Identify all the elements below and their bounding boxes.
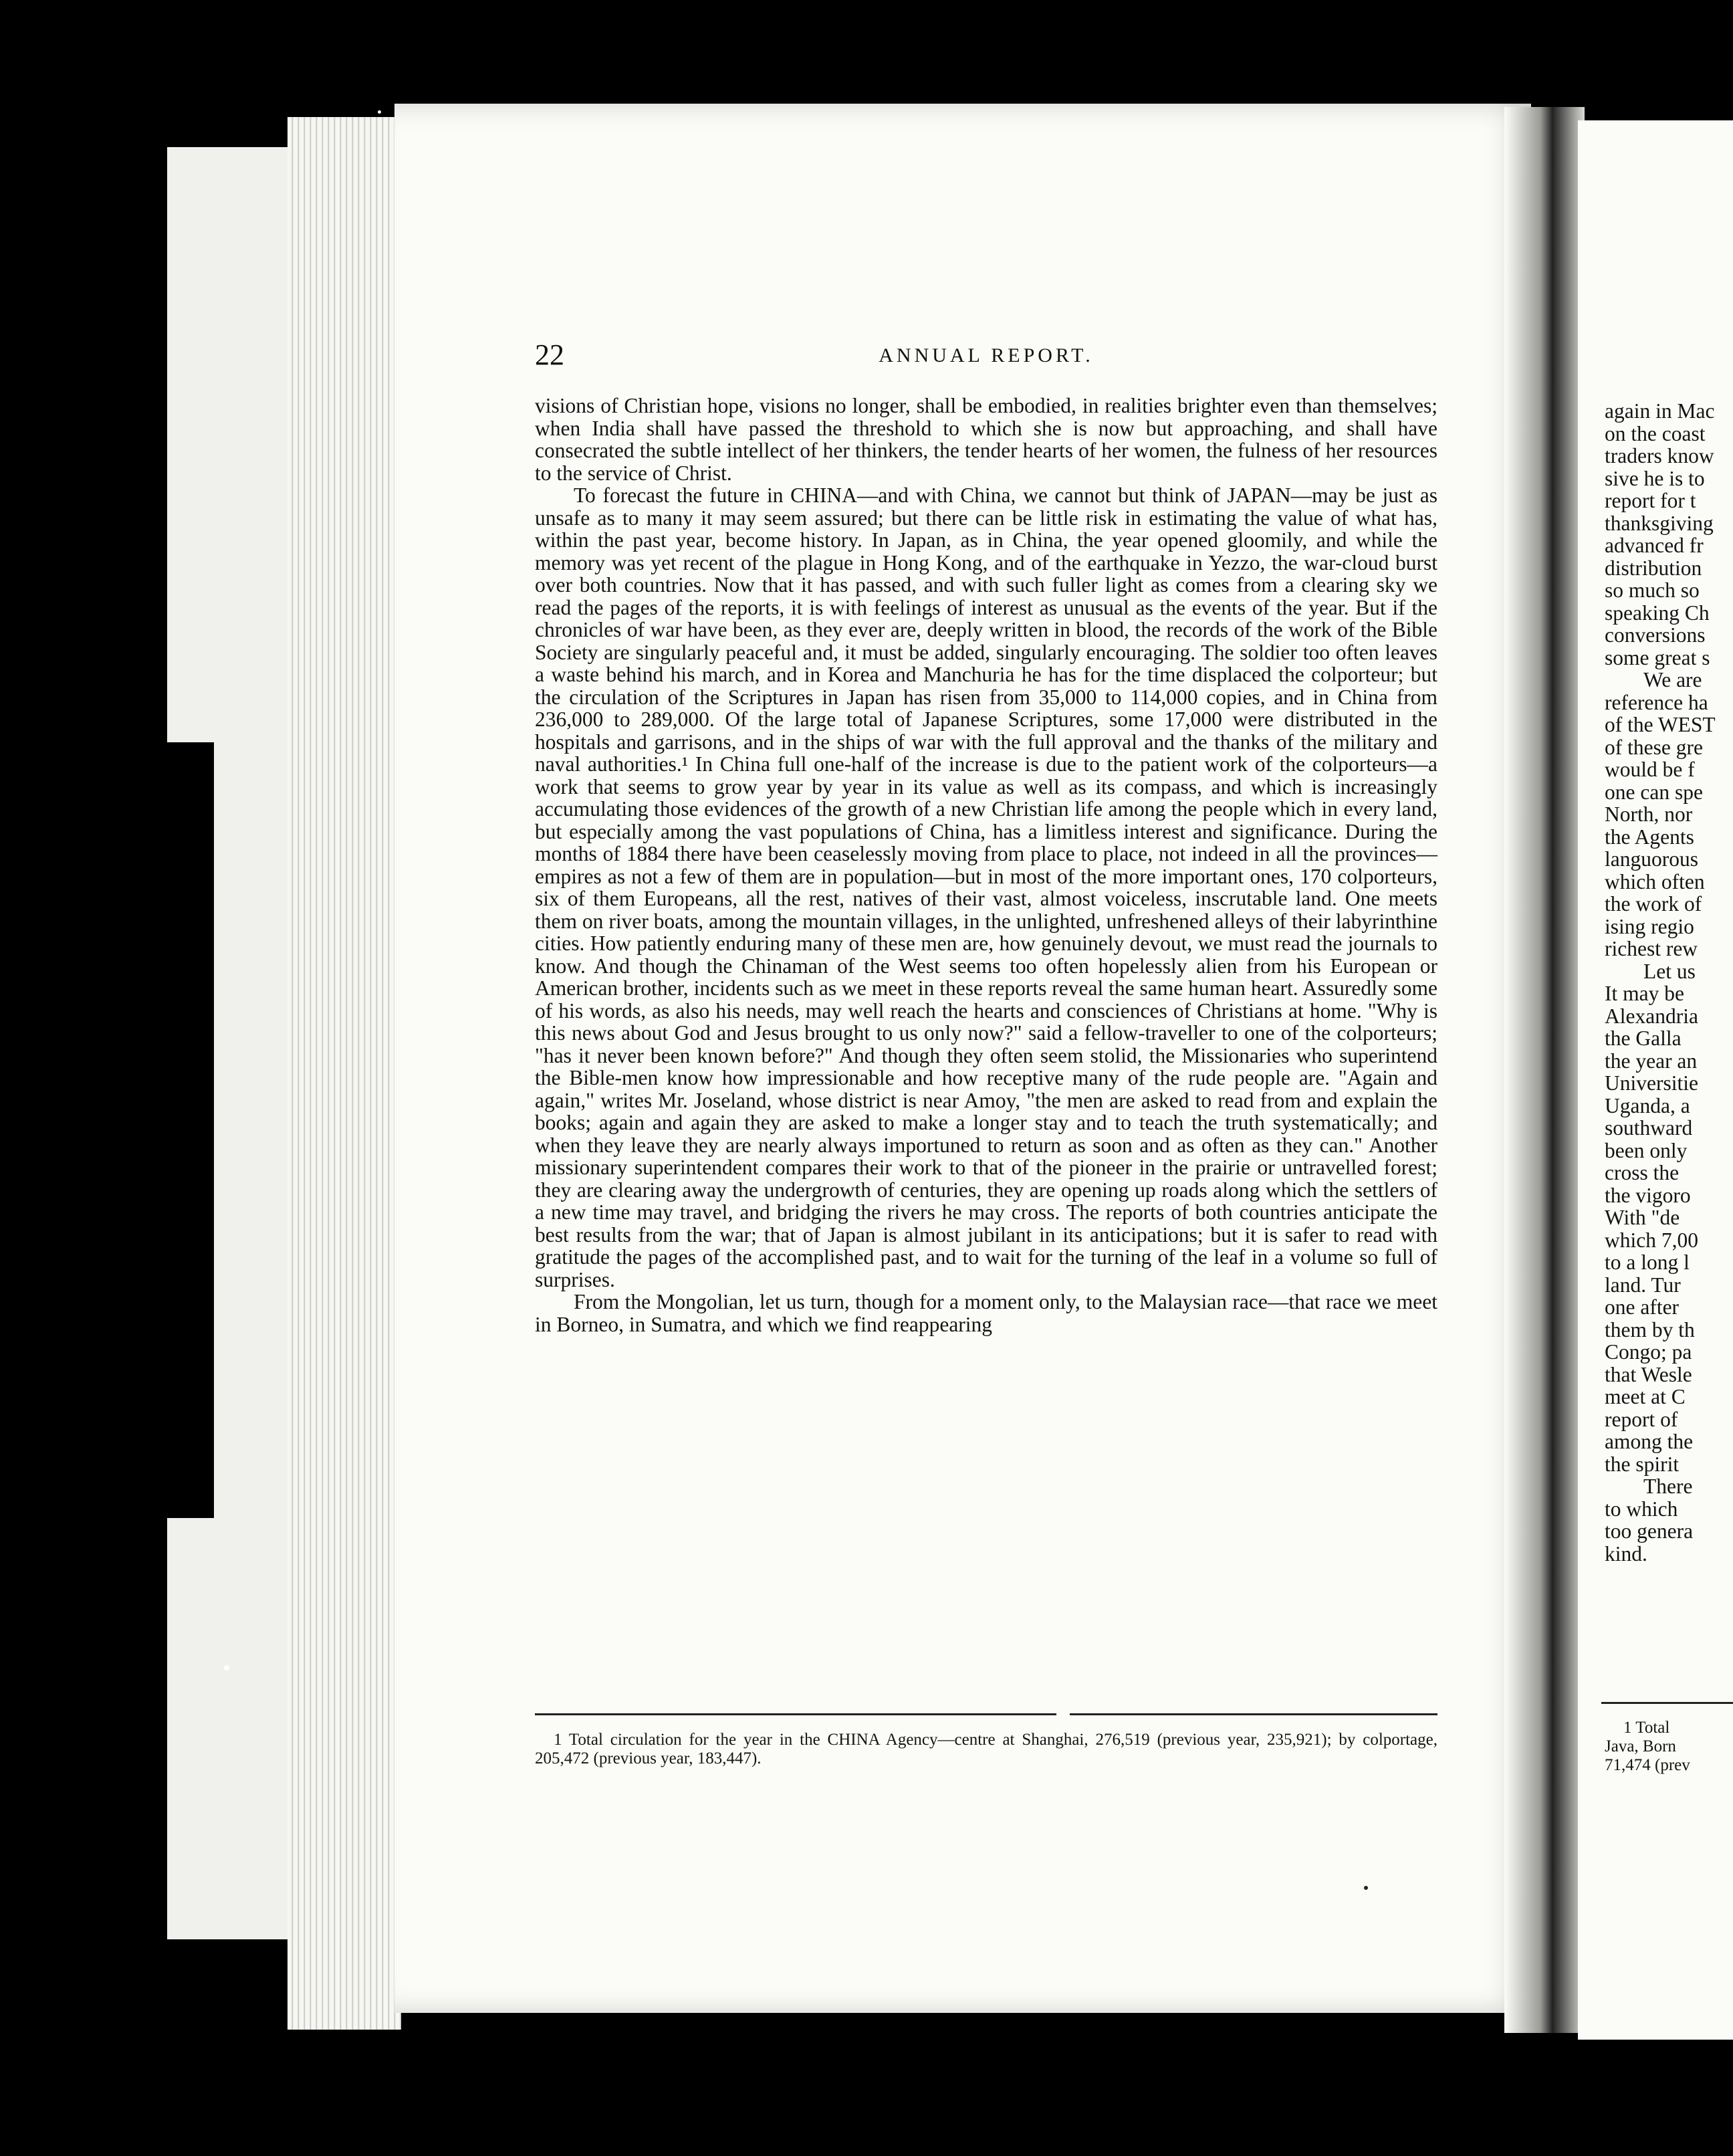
text-line: of these gre [1605, 735, 1703, 759]
right-footnote [1605, 1719, 1733, 1775]
text-line: so much so [1605, 578, 1700, 602]
dust-speck [378, 110, 381, 114]
page-edges [287, 117, 401, 2030]
text-line: There [1643, 1475, 1693, 1498]
text-line: With "de [1605, 1206, 1680, 1229]
text-line: been only [1605, 1138, 1688, 1162]
text-line: It may be [1605, 982, 1684, 1005]
footnote-rule [1070, 1713, 1437, 1715]
text-line: meet at C [1605, 1385, 1686, 1408]
dust-speck [1364, 1886, 1368, 1890]
text-line: report for t [1605, 489, 1696, 512]
text-line: the work of [1605, 892, 1702, 915]
text-line: speaking Ch [1605, 601, 1710, 625]
text-line: too genera [1605, 1519, 1694, 1543]
text-line: traders know [1605, 444, 1714, 467]
right-page-text [1605, 400, 1733, 1565]
text-line: them by th [1605, 1317, 1695, 1341]
text-line: reference ha [1605, 690, 1708, 714]
footnote-rule [535, 1713, 1056, 1715]
running-head: ANNUAL REPORT. [879, 344, 1094, 366]
text-line: on the coast [1605, 421, 1706, 445]
text-line: Uganda, a [1605, 1093, 1690, 1117]
text-line: southward [1605, 1116, 1693, 1140]
paragraph: To forecast the future in CHINA—and with China, we cannot but think of JAPAN—may be just as unsafe as to many it may seem assured; but there can be little risk in estimating the value of what has, within the past year, become history. In Japan, as in China, the year opened gloomily, and while the memory was yet recent of the plague in Hong Kong, and of the earthquake in Yezzo, the war-cloud burst over both countries. Now that it has passed, and with such fuller light as comes from a clearing sky we read the pages of the reports, it is with feelings of interest as unusual as the events of the year. But if the chronicles of war have been, as they ever are, deeply written in blood, the records of the work of the Bible Society are singularly peaceful and, it must be added, singularly encouraging. The soldier too often leaves a waste behind his march, and in Korea and Manchuria he has for the time displaced the colporteur; but the circulation of the Scriptures in Japan has risen from 35,000 to 114,000 copies, and in China from 236,000 to 289,000. Of the large total of Japanese Scriptures, some 17,000 were distributed in the hospitals and garrisons, and in the ships of war with the full approval and the thanks of the military and naval authorities.¹ In China full one-half of the increase is due to the patient work of the colporteurs—a work that seems to grow year by year in its value as well as its compass, and which is increasingly accumulating those evidences of the growth of a new Christian life among the people which in every land, but especially among the vast populations of China, has a limitless interest and significance. During the months of 1884 there have been ceaselessly moving from place to place, not indeed in all the provinces—empires as not a few of them are in population—but in most of the more important ones, 170 colporteurs, six of them Europeans, all the rest, natives of their vast, almost voiceless, inscrutable land. One meets them on river boats, among the mountain villages, in the unlighted, unfreshened alleys of their labyrinthine cities. How patiently enduring many of these men are, how genuinely devout, we must read the journals to know. And though the Chinaman of the West seems too often hopelessly alien from his European or American brother, incidents such as we meet in these reports reveal the same human heart. Assuredly some of his words, as also his needs, may well reach the hearts and consciences of Christians at home. "Why is this news about God and Jesus brought to us only now?" said a fellow-traveller to one of the colporteurs; "has it never been known before?" And though they often seem stolid, the Missionaries who superintend the Bible-men know how impressionable and how receptive many of the rude people are. "Again and again," writes Mr. Joseland, whose district is near Amoy, "the men are asked to read from and explain the books; again and again they are asked to make a longer stay and to teach the truth systematically; and when they leave they are nearly always importuned to return as soon and as often as they can." Another missionary superintendent compares their work to that of the pioneer in the prairie or untravelled forest; they are clearing away the undergrowth of centuries, they are opening up roads along which the settlers of a new time may travel, and bridging the rivers he may cross. The reports of both countries anticipate the best results from the war; that of Japan is almost jubilant in its anticipations; but it is safer to read with gratitude the pages of the accomplished past, and to wait for the turning of the leaf in a volume so full of surprises. [535, 483, 1437, 1291]
page-number: 22 [535, 338, 564, 371]
text-line: Let us [1643, 959, 1696, 983]
text-line: the Agents [1605, 825, 1694, 849]
text-line: which often [1605, 869, 1705, 893]
text-line: richest rew [1605, 937, 1698, 960]
text-line: to which [1605, 1497, 1678, 1521]
paragraph: visions of Christian hope, visions no longer, shall be embodied, in realities brighter even than themselves; when India shall have passed the threshold to which she is now but approaching, and shall have consecrated the subtle intellect of her thinkers, the tender hearts of her women, the fulness of her resources to the service of Christ. [535, 394, 1437, 485]
body-text [535, 395, 1437, 1335]
text-line: North, nor [1605, 802, 1693, 826]
text-line: languorous [1605, 847, 1698, 871]
text-line: kind. [1605, 1541, 1647, 1566]
text-line: thanksgiving [1605, 511, 1714, 535]
text-line: Universitie [1605, 1071, 1698, 1095]
text-line: one can spe [1605, 780, 1703, 804]
text-line: among the [1605, 1430, 1694, 1453]
text-line: of the WEST [1605, 713, 1716, 736]
footnote: 1 Total circulation for the year in the CHINA Agency—centre at Shanghai, 276,519 (previous year, 235,921); by colportage, 205,472 (previous year, 183,447). [535, 1731, 1437, 1767]
text-line: the vigoro [1605, 1183, 1691, 1207]
paragraph: From the Mongolian, let us turn, though for a moment only, to the Malaysian race—that race we meet in Borneo, in Sumatra, and which we find reappearing [535, 1290, 1437, 1336]
text-line: ising regio [1605, 914, 1694, 938]
footnote-line: 1 Total [1623, 1719, 1670, 1737]
page-header [535, 338, 1437, 378]
text-line: Alexandria [1605, 1004, 1698, 1028]
text-line: We are [1643, 668, 1702, 691]
footnote-line: 71,474 (prev [1605, 1756, 1690, 1774]
text-line: sive he is to [1605, 466, 1705, 490]
text-line: conversions [1605, 623, 1706, 647]
text-line: the year an [1605, 1049, 1698, 1073]
text-line: one after [1605, 1295, 1680, 1319]
text-line: which 7,00 [1605, 1228, 1698, 1252]
footnote-line: Java, Born [1605, 1737, 1676, 1755]
cover-board-torn-edge [167, 742, 214, 1518]
dust-speck [224, 1665, 229, 1670]
right-footnote-rule [1601, 1702, 1733, 1704]
text-line: land. Tur [1605, 1273, 1681, 1297]
text-line: cross the [1605, 1161, 1680, 1184]
text-line: distribution [1605, 556, 1702, 580]
text-line: Congo; pa [1605, 1340, 1692, 1364]
text-line: again in Mac [1605, 399, 1715, 423]
book-gutter [1504, 107, 1585, 2033]
text-line: would be f [1605, 758, 1695, 781]
text-line: some great s [1605, 645, 1710, 669]
text-line: the Galla [1605, 1027, 1682, 1050]
text-line: the spirit [1605, 1452, 1680, 1476]
text-line: that Wesle [1605, 1362, 1692, 1386]
text-line: to a long l [1605, 1251, 1690, 1274]
text-line: advanced fr [1605, 534, 1704, 557]
text-line: report of [1605, 1407, 1678, 1431]
